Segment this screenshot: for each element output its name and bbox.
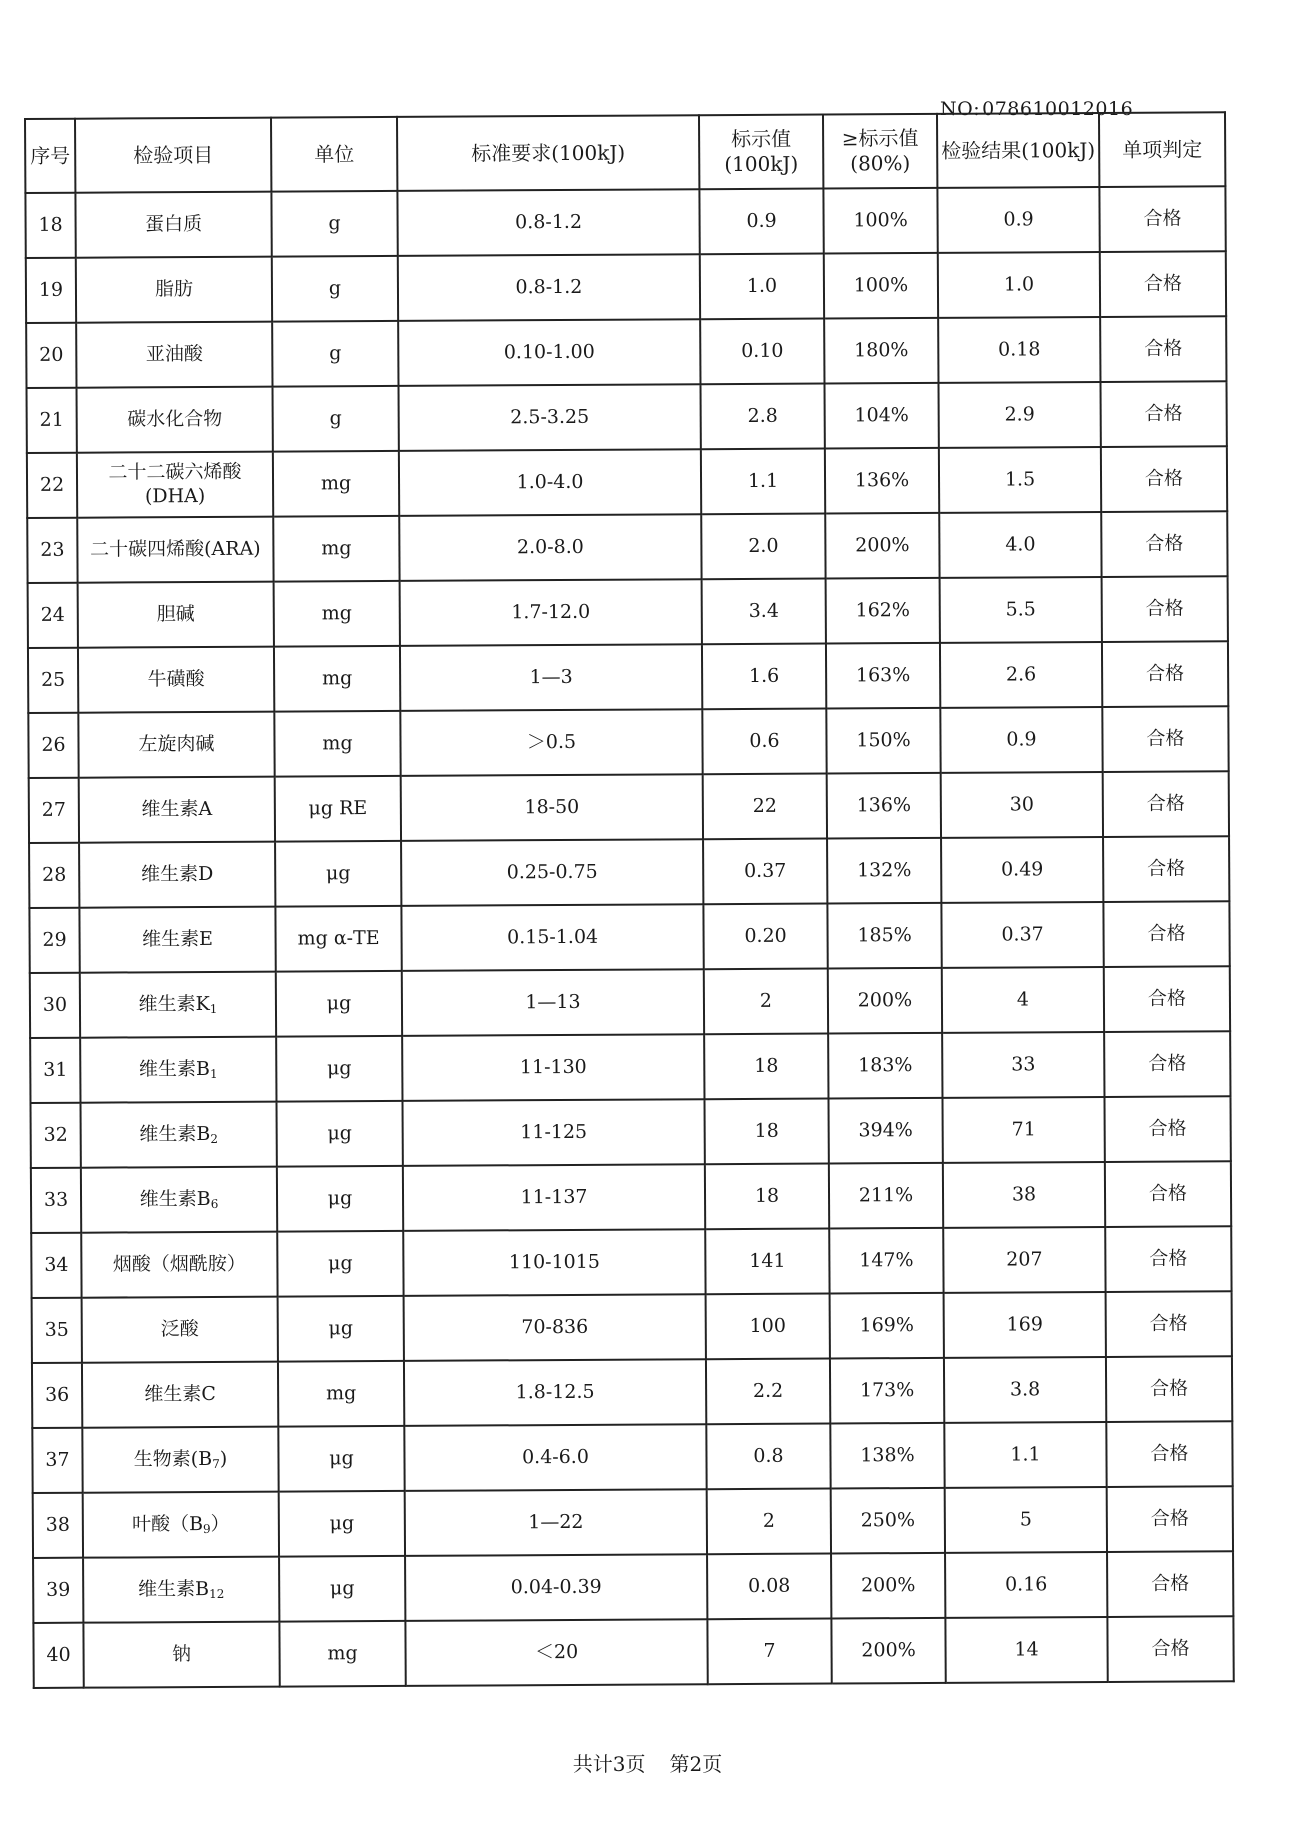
cell-ratio: 200% bbox=[825, 513, 939, 579]
cell-ratio: 136% bbox=[825, 448, 939, 514]
cell-item bbox=[81, 1102, 277, 1168]
cell-ratio: 162% bbox=[826, 578, 940, 644]
cell-standard: 0.04-0.39 bbox=[405, 1554, 707, 1621]
item-subscript: 1 bbox=[209, 1066, 218, 1081]
cell-judgement: 合格 bbox=[1105, 1161, 1231, 1227]
cell-unit: μg bbox=[278, 1296, 404, 1362]
cell-label-value: 3.4 bbox=[702, 579, 826, 645]
cell-standard: 1.7-12.0 bbox=[400, 579, 702, 646]
item-name: 蛋白质 bbox=[145, 212, 203, 235]
item-name: 烟酸（烟酰胺） bbox=[112, 1252, 246, 1276]
table-row bbox=[30, 1031, 1230, 1103]
cell-label-value: 1.1 bbox=[701, 449, 825, 515]
cell-result: 207 bbox=[943, 1227, 1105, 1293]
cell-judgement: 合格 bbox=[1107, 1551, 1233, 1617]
cell-standard: 0.8-1.2 bbox=[398, 254, 700, 321]
table-row bbox=[32, 1356, 1232, 1428]
cell-result: 2.9 bbox=[938, 382, 1100, 448]
cell-judgement: 合格 bbox=[1101, 511, 1227, 577]
header-label-value: 标示值(100kJ) bbox=[699, 115, 823, 190]
cell-standard: 1—3 bbox=[400, 644, 702, 711]
cell-result: 169 bbox=[944, 1292, 1106, 1358]
table-row bbox=[28, 576, 1228, 648]
cell-index: 28 bbox=[29, 843, 79, 908]
table-row bbox=[32, 1421, 1232, 1493]
cell-item bbox=[83, 1622, 279, 1688]
inspection-results-table bbox=[24, 111, 1235, 1689]
cell-standard: 11-125 bbox=[402, 1099, 704, 1166]
cell-label-value: 7 bbox=[707, 1619, 831, 1685]
item-name: 维生素B bbox=[138, 1577, 210, 1600]
cell-result: 0.18 bbox=[938, 317, 1100, 383]
cell-standard: 0.4-6.0 bbox=[404, 1424, 706, 1491]
cell-unit: mg bbox=[274, 711, 400, 777]
cell-index: 33 bbox=[31, 1168, 81, 1233]
cell-result: 1.5 bbox=[939, 447, 1101, 513]
item-name: 泛酸 bbox=[160, 1317, 199, 1340]
cell-result: 38 bbox=[943, 1162, 1105, 1228]
item-name: 叶酸（B bbox=[131, 1512, 204, 1535]
table-row bbox=[33, 1616, 1233, 1688]
cell-ratio: 138% bbox=[830, 1423, 944, 1489]
item-name: 维生素B bbox=[139, 1122, 211, 1145]
item-name: 维生素K bbox=[138, 992, 210, 1015]
cell-result: 0.49 bbox=[941, 837, 1103, 903]
table-row bbox=[30, 966, 1230, 1038]
cell-item bbox=[76, 257, 272, 323]
cell-index: 26 bbox=[28, 713, 78, 778]
cell-label-value: 1.0 bbox=[700, 254, 824, 320]
cell-standard: 1.8-12.5 bbox=[404, 1359, 706, 1426]
cell-unit: μg bbox=[278, 1426, 404, 1492]
cell-standard: 1.0-4.0 bbox=[399, 449, 701, 516]
cell-label-value: 2 bbox=[704, 969, 828, 1035]
cell-label-value: 0.20 bbox=[703, 904, 827, 970]
table-row bbox=[28, 641, 1228, 713]
cell-judgement: 合格 bbox=[1102, 576, 1228, 642]
cell-unit: mg bbox=[274, 646, 400, 712]
cell-unit: μg bbox=[277, 1231, 403, 1297]
cell-judgement: 合格 bbox=[1104, 1031, 1230, 1097]
cell-unit: g bbox=[273, 386, 399, 452]
page-footer bbox=[0, 1748, 1295, 1777]
header-item: 检验项目 bbox=[75, 118, 271, 193]
item-subscript: 9 bbox=[202, 1521, 211, 1536]
cell-index: 30 bbox=[30, 973, 80, 1038]
table-row bbox=[29, 836, 1229, 908]
table-row bbox=[31, 1161, 1231, 1233]
cell-index: 32 bbox=[31, 1103, 81, 1168]
cell-ratio: 132% bbox=[827, 838, 941, 904]
cell-item bbox=[78, 582, 274, 648]
cell-ratio: 200% bbox=[828, 968, 942, 1034]
cell-item bbox=[82, 1297, 278, 1363]
cell-judgement: 合格 bbox=[1100, 251, 1226, 317]
cell-index: 25 bbox=[28, 648, 78, 713]
cell-judgement: 合格 bbox=[1107, 1616, 1233, 1682]
cell-standard: 70-836 bbox=[404, 1294, 706, 1361]
item-name: 维生素D bbox=[141, 862, 214, 885]
cell-label-value: 0.37 bbox=[703, 839, 827, 905]
cell-label-value: 100 bbox=[706, 1294, 830, 1360]
table-row bbox=[27, 381, 1227, 453]
cell-label-value: 2 bbox=[707, 1489, 831, 1555]
table-row bbox=[33, 1486, 1233, 1558]
cell-standard: 2.0-8.0 bbox=[399, 514, 701, 581]
cell-unit: mg bbox=[274, 581, 400, 647]
table-row bbox=[26, 316, 1226, 388]
cell-index: 20 bbox=[26, 323, 76, 388]
cell-index: 22 bbox=[27, 453, 77, 518]
item-name: 维生素B bbox=[139, 1187, 211, 1210]
cell-item bbox=[79, 777, 275, 843]
cell-unit: g bbox=[272, 321, 398, 387]
cell-index: 35 bbox=[32, 1298, 82, 1363]
item-name: 二十二碳六烯酸 bbox=[108, 460, 242, 484]
document-number-value: 078610012016 bbox=[982, 98, 1134, 120]
header-judgement: 单项判定 bbox=[1099, 112, 1225, 187]
cell-item bbox=[81, 1232, 277, 1298]
cell-result: 0.16 bbox=[945, 1552, 1107, 1618]
table-row bbox=[33, 1551, 1233, 1623]
item-subscript: 1 bbox=[209, 1001, 218, 1016]
cell-standard: 11-130 bbox=[402, 1034, 704, 1101]
cell-ratio: 183% bbox=[828, 1033, 942, 1099]
cell-index: 34 bbox=[31, 1233, 81, 1298]
item-name: 生物素(B bbox=[133, 1447, 213, 1470]
document-number-label: NO: bbox=[940, 98, 981, 120]
cell-index: 21 bbox=[27, 388, 77, 453]
cell-unit: mg bbox=[273, 451, 399, 517]
cell-judgement: 合格 bbox=[1103, 836, 1229, 902]
cell-standard: 1—13 bbox=[402, 969, 704, 1036]
cell-judgement: 合格 bbox=[1104, 966, 1230, 1032]
cell-standard: 2.5-3.25 bbox=[399, 384, 701, 451]
cell-result: 33 bbox=[942, 1032, 1104, 1098]
cell-judgement: 合格 bbox=[1101, 446, 1227, 512]
cell-standard: 1—22 bbox=[405, 1489, 707, 1556]
cell-judgement: 合格 bbox=[1100, 381, 1226, 447]
item-subscript: 7 bbox=[212, 1456, 220, 1471]
table-row bbox=[26, 251, 1226, 323]
cell-unit: μg RE bbox=[275, 776, 401, 842]
cell-item bbox=[75, 192, 271, 258]
cell-ratio: 185% bbox=[827, 903, 941, 969]
cell-judgement: 合格 bbox=[1103, 901, 1229, 967]
cell-standard: 0.8-1.2 bbox=[397, 189, 699, 256]
item-name-tail: ） bbox=[210, 1512, 230, 1535]
item-subscript: 2 bbox=[210, 1131, 219, 1146]
cell-unit: mg α-TE bbox=[275, 906, 401, 972]
cell-unit: μg bbox=[277, 1166, 403, 1232]
cell-unit: μg bbox=[279, 1491, 405, 1557]
cell-index: 36 bbox=[32, 1363, 82, 1428]
cell-judgement: 合格 bbox=[1102, 706, 1228, 772]
cell-result: 5.5 bbox=[940, 577, 1102, 643]
cell-index: 27 bbox=[29, 778, 79, 843]
item-subscript: 6 bbox=[210, 1196, 219, 1211]
cell-judgement: 合格 bbox=[1105, 1226, 1231, 1292]
cell-ratio: 136% bbox=[827, 773, 941, 839]
item-name: 维生素C bbox=[144, 1382, 216, 1405]
cell-unit: μg bbox=[276, 1101, 402, 1167]
cell-label-value: 141 bbox=[705, 1229, 829, 1295]
cell-result: 0.37 bbox=[941, 902, 1103, 968]
cell-item bbox=[78, 712, 274, 778]
item-name-tail: ) bbox=[219, 1447, 228, 1470]
cell-result: 5 bbox=[945, 1487, 1107, 1553]
cell-ratio: 163% bbox=[826, 643, 940, 709]
cell-judgement: 合格 bbox=[1107, 1486, 1233, 1552]
cell-result: 0.9 bbox=[940, 707, 1102, 773]
table-body bbox=[25, 186, 1233, 1688]
cell-item bbox=[79, 907, 275, 973]
cell-index: 40 bbox=[33, 1623, 83, 1688]
cell-index: 31 bbox=[30, 1038, 80, 1103]
cell-index: 39 bbox=[33, 1558, 83, 1623]
cell-index: 24 bbox=[28, 583, 78, 648]
cell-standard: ＞0.5 bbox=[400, 709, 702, 776]
cell-item bbox=[78, 647, 274, 713]
table-row bbox=[31, 1096, 1231, 1168]
table-row bbox=[27, 511, 1227, 583]
cell-label-value: 2.8 bbox=[700, 384, 824, 450]
cell-result: 4 bbox=[942, 967, 1104, 1033]
cell-label-value: 0.6 bbox=[702, 709, 826, 775]
cell-item bbox=[79, 842, 275, 908]
cell-ratio: 100% bbox=[824, 253, 938, 319]
table-row bbox=[31, 1226, 1231, 1298]
cell-standard: 0.10-1.00 bbox=[398, 319, 700, 386]
item-name: 碳水化合物 bbox=[127, 407, 223, 431]
cell-standard: 0.25-0.75 bbox=[401, 839, 703, 906]
item-name: 牛磺酸 bbox=[147, 667, 205, 690]
cell-item bbox=[80, 1037, 276, 1103]
table-row bbox=[27, 446, 1227, 518]
cell-ratio: 180% bbox=[824, 318, 938, 384]
table-row bbox=[29, 771, 1229, 843]
item-name: 二十碳四烯酸(ARA) bbox=[90, 537, 261, 561]
cell-result: 4.0 bbox=[939, 512, 1101, 578]
cell-ratio: 250% bbox=[831, 1488, 945, 1554]
cell-ratio: 211% bbox=[829, 1163, 943, 1229]
cell-ratio: 169% bbox=[830, 1293, 944, 1359]
header-standard: 标准要求(100kJ) bbox=[397, 115, 699, 191]
cell-label-value: 2.0 bbox=[701, 514, 825, 580]
table-row bbox=[28, 706, 1228, 778]
cell-result: 0.9 bbox=[937, 187, 1099, 253]
cell-ratio: 394% bbox=[828, 1098, 942, 1164]
cell-judgement: 合格 bbox=[1100, 316, 1226, 382]
table-row bbox=[25, 186, 1225, 258]
cell-index: 18 bbox=[25, 193, 75, 258]
cell-index: 29 bbox=[29, 908, 79, 973]
cell-standard: 110-1015 bbox=[403, 1229, 705, 1296]
cell-item bbox=[82, 1427, 278, 1493]
cell-item bbox=[82, 1362, 278, 1428]
item-name: 脂肪 bbox=[154, 277, 194, 300]
cell-item bbox=[77, 387, 273, 453]
cell-unit: mg bbox=[279, 1621, 405, 1687]
header-ratio: ≥标示值(80%) bbox=[823, 114, 937, 189]
cell-item bbox=[83, 1557, 279, 1623]
cell-index: 19 bbox=[26, 258, 76, 323]
cell-judgement: 合格 bbox=[1106, 1291, 1232, 1357]
cell-standard: ＜20 bbox=[405, 1619, 707, 1686]
cell-item bbox=[81, 1167, 277, 1233]
cell-ratio: 200% bbox=[831, 1618, 945, 1684]
cell-item bbox=[83, 1492, 279, 1558]
cell-ratio: 147% bbox=[829, 1228, 943, 1294]
cell-result: 30 bbox=[941, 772, 1103, 838]
cell-item bbox=[77, 517, 273, 583]
cell-label-value: 0.8 bbox=[706, 1424, 830, 1490]
header-unit: 单位 bbox=[271, 117, 397, 192]
cell-item bbox=[76, 322, 272, 388]
item-name: 钠 bbox=[172, 1642, 192, 1665]
cell-result: 2.6 bbox=[940, 642, 1102, 708]
cell-unit: μg bbox=[275, 841, 401, 907]
cell-judgement: 合格 bbox=[1106, 1356, 1232, 1422]
cell-standard: 11-137 bbox=[403, 1164, 705, 1231]
cell-judgement: 合格 bbox=[1102, 641, 1228, 707]
cell-judgement: 合格 bbox=[1104, 1096, 1230, 1162]
cell-label-value: 18 bbox=[705, 1164, 829, 1230]
cell-ratio: 100% bbox=[823, 188, 937, 254]
cell-unit: μg bbox=[276, 1036, 402, 1102]
cell-unit: μg bbox=[279, 1556, 405, 1622]
cell-judgement: 合格 bbox=[1099, 186, 1225, 252]
cell-result: 71 bbox=[942, 1097, 1104, 1163]
item-name: 维生素E bbox=[142, 927, 214, 950]
cell-unit: g bbox=[272, 256, 398, 322]
cell-label-value: 0.10 bbox=[700, 319, 824, 385]
cell-judgement: 合格 bbox=[1106, 1421, 1232, 1487]
item-name: 维生素B bbox=[138, 1057, 211, 1080]
item-name: 亚油酸 bbox=[145, 342, 203, 365]
cell-result: 1.1 bbox=[944, 1422, 1106, 1488]
cell-standard: 0.15-1.04 bbox=[401, 904, 703, 971]
item-name: 左旋肉碱 bbox=[138, 732, 215, 755]
cell-index: 23 bbox=[27, 518, 77, 583]
cell-ratio: 104% bbox=[824, 383, 938, 449]
table-row bbox=[32, 1291, 1232, 1363]
current-page: 第2页 bbox=[669, 1752, 723, 1776]
item-subscript: 12 bbox=[209, 1586, 225, 1601]
item-name-line2: (DHA) bbox=[144, 484, 206, 507]
cell-ratio: 150% bbox=[826, 708, 940, 774]
cell-label-value: 18 bbox=[704, 1099, 828, 1165]
cell-result: 14 bbox=[945, 1617, 1107, 1683]
cell-label-value: 1.6 bbox=[702, 644, 826, 710]
cell-unit: mg bbox=[273, 516, 399, 582]
cell-ratio: 200% bbox=[831, 1553, 945, 1619]
total-pages: 共计3页 bbox=[572, 1752, 646, 1776]
cell-result: 1.0 bbox=[938, 252, 1100, 318]
cell-item bbox=[80, 972, 276, 1038]
item-name: 维生素A bbox=[141, 797, 213, 820]
cell-unit: μg bbox=[276, 971, 402, 1037]
cell-label-value: 18 bbox=[704, 1034, 828, 1100]
cell-item bbox=[77, 452, 273, 518]
item-name: 胆碱 bbox=[156, 602, 195, 625]
cell-label-value: 0.9 bbox=[699, 189, 823, 255]
header-index: 序号 bbox=[25, 119, 75, 193]
cell-result: 3.8 bbox=[944, 1357, 1106, 1423]
cell-index: 38 bbox=[33, 1493, 83, 1558]
header-result: 检验结果(100kJ) bbox=[937, 113, 1099, 188]
cell-standard: 18-50 bbox=[401, 774, 703, 841]
cell-label-value: 0.08 bbox=[707, 1554, 831, 1620]
cell-judgement: 合格 bbox=[1103, 771, 1229, 837]
cell-index: 37 bbox=[32, 1428, 82, 1493]
cell-unit: g bbox=[271, 191, 397, 257]
cell-label-value: 2.2 bbox=[706, 1359, 830, 1425]
cell-unit: mg bbox=[278, 1361, 404, 1427]
table-row bbox=[29, 901, 1229, 973]
cell-ratio: 173% bbox=[830, 1358, 944, 1424]
cell-label-value: 22 bbox=[703, 774, 827, 840]
table-header-row bbox=[25, 112, 1225, 193]
